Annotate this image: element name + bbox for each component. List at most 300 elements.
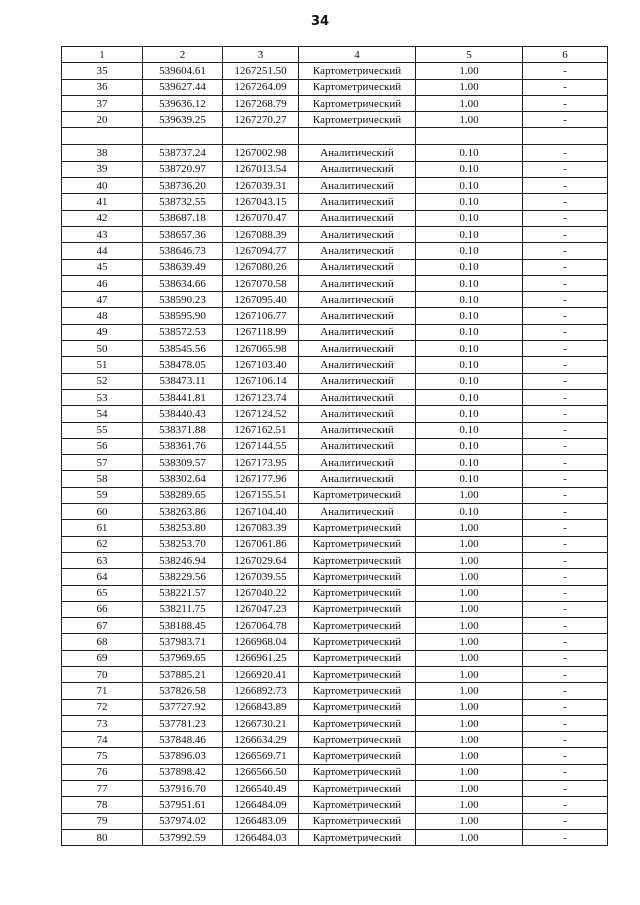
note-cell: -: [523, 406, 608, 422]
method-cell: Аналитический: [299, 178, 416, 194]
accuracy-cell: 1.00: [416, 650, 523, 666]
note-cell: -: [523, 487, 608, 503]
y-coordinate-cell: 1267103.40: [223, 357, 299, 373]
x-coordinate-cell: 538473.11: [143, 373, 223, 389]
method-cell: Картометрический: [299, 569, 416, 585]
x-coordinate-cell: 537974.02: [143, 813, 223, 829]
note-cell: -: [523, 699, 608, 715]
x-coordinate-cell: 539627.44: [143, 79, 223, 95]
point-number-cell: 66: [62, 601, 143, 617]
x-coordinate-cell: 538211.75: [143, 601, 223, 617]
table-row: [62, 699, 608, 715]
y-coordinate-cell: 1266540.49: [223, 781, 299, 797]
x-coordinate-cell: 538253.70: [143, 536, 223, 552]
y-coordinate-cell: 1266634.29: [223, 732, 299, 748]
y-coordinate-cell: 1266730.21: [223, 715, 299, 731]
point-number-cell: 56: [62, 438, 143, 454]
point-number-cell: 20: [62, 112, 143, 128]
method-cell: Аналитический: [299, 194, 416, 210]
method-cell: Картометрический: [299, 618, 416, 634]
method-cell: Картометрический: [299, 732, 416, 748]
point-number-cell: 58: [62, 471, 143, 487]
x-coordinate-cell: 537898.42: [143, 764, 223, 780]
column-header: 2: [143, 47, 223, 63]
x-coordinate-cell: 537781.23: [143, 715, 223, 731]
table-row: [62, 683, 608, 699]
point-number-cell: 40: [62, 178, 143, 194]
y-coordinate-cell: 1267155.51: [223, 487, 299, 503]
note-cell: -: [523, 715, 608, 731]
note-cell: -: [523, 259, 608, 275]
y-coordinate-cell: 1266569.71: [223, 748, 299, 764]
y-coordinate-cell: 1267040.22: [223, 585, 299, 601]
note-cell: -: [523, 471, 608, 487]
y-coordinate-cell: 1266566.50: [223, 764, 299, 780]
note-cell: -: [523, 666, 608, 682]
point-number-cell: 61: [62, 520, 143, 536]
y-coordinate-cell: 1267177.96: [223, 471, 299, 487]
y-coordinate-cell: 1267013.54: [223, 161, 299, 177]
x-coordinate-cell: 538246.94: [143, 552, 223, 568]
x-coordinate-cell: 538221.57: [143, 585, 223, 601]
method-cell: Аналитический: [299, 406, 416, 422]
accuracy-cell: 0.10: [416, 145, 523, 161]
point-number-cell: 53: [62, 389, 143, 405]
method-cell: Картометрический: [299, 536, 416, 552]
x-coordinate-cell: 538639.49: [143, 259, 223, 275]
table-row: [62, 243, 608, 259]
x-coordinate-cell: 538263.86: [143, 504, 223, 520]
accuracy-cell: 0.10: [416, 292, 523, 308]
note-cell: -: [523, 585, 608, 601]
x-coordinate-cell: 538720.97: [143, 161, 223, 177]
accuracy-cell: 1.00: [416, 618, 523, 634]
note-cell: -: [523, 618, 608, 634]
note-cell: -: [523, 357, 608, 373]
x-coordinate-cell: 537916.70: [143, 781, 223, 797]
y-coordinate-cell: 1267264.09: [223, 79, 299, 95]
point-number-cell: 47: [62, 292, 143, 308]
page-number: 34: [310, 14, 330, 29]
accuracy-cell: 0.10: [416, 226, 523, 242]
column-header: 4: [299, 47, 416, 63]
note-cell: -: [523, 601, 608, 617]
x-coordinate-cell: 539639.25: [143, 112, 223, 128]
accuracy-cell: 1.00: [416, 829, 523, 845]
x-coordinate-cell: 537951.61: [143, 797, 223, 813]
x-coordinate-cell: 537848.46: [143, 732, 223, 748]
table-row: [62, 748, 608, 764]
y-coordinate-cell: 1266892.73: [223, 683, 299, 699]
note-cell: -: [523, 552, 608, 568]
method-cell: Аналитический: [299, 471, 416, 487]
x-coordinate-cell: 538545.56: [143, 341, 223, 357]
point-number-cell: 49: [62, 324, 143, 340]
table-row: [62, 634, 608, 650]
y-coordinate-cell: 1267118.99: [223, 324, 299, 340]
method-cell: Картометрический: [299, 666, 416, 682]
x-coordinate-cell: 538646.73: [143, 243, 223, 259]
method-cell: Аналитический: [299, 275, 416, 291]
method-cell: Картометрический: [299, 797, 416, 813]
point-number-cell: 63: [62, 552, 143, 568]
point-number-cell: 36: [62, 79, 143, 95]
table-row: [62, 324, 608, 340]
note-cell: -: [523, 813, 608, 829]
table-row: [62, 715, 608, 731]
method-cell: Аналитический: [299, 292, 416, 308]
accuracy-cell: 0.10: [416, 210, 523, 226]
method-cell: Картометрический: [299, 715, 416, 731]
table-row: [62, 471, 608, 487]
note-cell: -: [523, 194, 608, 210]
x-coordinate-cell: 537983.71: [143, 634, 223, 650]
table-row: [62, 487, 608, 503]
table-row: [62, 732, 608, 748]
method-cell: Аналитический: [299, 161, 416, 177]
note-cell: -: [523, 683, 608, 699]
method-cell: Аналитический: [299, 357, 416, 373]
note-cell: -: [523, 438, 608, 454]
point-number-cell: 80: [62, 829, 143, 845]
x-coordinate-cell: 538595.90: [143, 308, 223, 324]
note-cell: -: [523, 650, 608, 666]
note-cell: -: [523, 781, 608, 797]
accuracy-cell: 0.10: [416, 438, 523, 454]
table-row: [62, 112, 608, 128]
x-coordinate-cell: 538687.18: [143, 210, 223, 226]
table-row: [62, 536, 608, 552]
method-cell: Аналитический: [299, 210, 416, 226]
table-row: [62, 341, 608, 357]
point-number-cell: 78: [62, 797, 143, 813]
point-number-cell: 62: [62, 536, 143, 552]
method-cell: Картометрический: [299, 79, 416, 95]
point-number-cell: 48: [62, 308, 143, 324]
x-coordinate-cell: 538736.20: [143, 178, 223, 194]
accuracy-cell: 0.10: [416, 455, 523, 471]
point-number-cell: 39: [62, 161, 143, 177]
y-coordinate-cell: 1267083.39: [223, 520, 299, 536]
method-cell: Картометрический: [299, 764, 416, 780]
y-coordinate-cell: 1267124.52: [223, 406, 299, 422]
note-cell: -: [523, 748, 608, 764]
note-cell: [523, 128, 608, 145]
x-coordinate-cell: 537969.65: [143, 650, 223, 666]
point-number-cell: 77: [62, 781, 143, 797]
x-coordinate-cell: 538634.66: [143, 275, 223, 291]
x-coordinate-cell: 538478.05: [143, 357, 223, 373]
point-number-cell: 45: [62, 259, 143, 275]
table-row: [62, 389, 608, 405]
accuracy-cell: 1.00: [416, 487, 523, 503]
y-coordinate-cell: 1266484.09: [223, 797, 299, 813]
y-coordinate-cell: 1267251.50: [223, 63, 299, 79]
note-cell: -: [523, 210, 608, 226]
accuracy-cell: 1.00: [416, 634, 523, 650]
point-number-cell: 75: [62, 748, 143, 764]
accuracy-cell: 1.00: [416, 601, 523, 617]
x-coordinate-cell: 538371.88: [143, 422, 223, 438]
note-cell: -: [523, 797, 608, 813]
method-cell: Картометрический: [299, 829, 416, 845]
method-cell: Картометрический: [299, 683, 416, 699]
x-coordinate-cell: 538732.55: [143, 194, 223, 210]
note-cell: -: [523, 389, 608, 405]
table-row: [62, 422, 608, 438]
point-number-cell: 68: [62, 634, 143, 650]
method-cell: Картометрический: [299, 95, 416, 111]
point-number-cell: 52: [62, 373, 143, 389]
accuracy-cell: 0.10: [416, 341, 523, 357]
table-row: [62, 194, 608, 210]
table-row: [62, 813, 608, 829]
y-coordinate-cell: 1267162.51: [223, 422, 299, 438]
point-number-cell: 73: [62, 715, 143, 731]
x-coordinate-cell: 539636.12: [143, 95, 223, 111]
x-coordinate-cell: 539604.61: [143, 63, 223, 79]
x-coordinate-cell: [143, 128, 223, 145]
table-row: [62, 764, 608, 780]
table-body: [62, 63, 608, 846]
note-cell: -: [523, 95, 608, 111]
y-coordinate-cell: 1267039.55: [223, 569, 299, 585]
x-coordinate-cell: 537826.58: [143, 683, 223, 699]
table-row: [62, 666, 608, 682]
note-cell: -: [523, 79, 608, 95]
point-number-cell: 70: [62, 666, 143, 682]
table-row: [62, 128, 608, 145]
x-coordinate-cell: 538253.80: [143, 520, 223, 536]
note-cell: -: [523, 112, 608, 128]
y-coordinate-cell: 1266920.41: [223, 666, 299, 682]
method-cell: Картометрический: [299, 487, 416, 503]
table-row: [62, 650, 608, 666]
column-header: 3: [223, 47, 299, 63]
x-coordinate-cell: 538289.65: [143, 487, 223, 503]
note-cell: -: [523, 829, 608, 845]
note-cell: -: [523, 569, 608, 585]
table-row: [62, 178, 608, 194]
y-coordinate-cell: [223, 128, 299, 145]
x-coordinate-cell: 538572.53: [143, 324, 223, 340]
y-coordinate-cell: 1267088.39: [223, 226, 299, 242]
accuracy-cell: 0.10: [416, 406, 523, 422]
accuracy-cell: 1.00: [416, 63, 523, 79]
y-coordinate-cell: 1267094.77: [223, 243, 299, 259]
y-coordinate-cell: 1266843.89: [223, 699, 299, 715]
point-number-cell: 57: [62, 455, 143, 471]
table-row: [62, 829, 608, 845]
table-row: [62, 569, 608, 585]
method-cell: Аналитический: [299, 504, 416, 520]
point-number-cell: 71: [62, 683, 143, 699]
y-coordinate-cell: 1267064.78: [223, 618, 299, 634]
x-coordinate-cell: 538737.24: [143, 145, 223, 161]
method-cell: Аналитический: [299, 145, 416, 161]
table-row: [62, 79, 608, 95]
point-number-cell: 37: [62, 95, 143, 111]
accuracy-cell: 1.00: [416, 715, 523, 731]
point-number-cell: 59: [62, 487, 143, 503]
accuracy-cell: 0.10: [416, 389, 523, 405]
accuracy-cell: 0.10: [416, 243, 523, 259]
method-cell: Картометрический: [299, 650, 416, 666]
accuracy-cell: 0.10: [416, 373, 523, 389]
point-number-cell: 55: [62, 422, 143, 438]
method-cell: Аналитический: [299, 226, 416, 242]
table-row: [62, 226, 608, 242]
table-row: [62, 781, 608, 797]
table-row: [62, 601, 608, 617]
accuracy-cell: 1.00: [416, 79, 523, 95]
accuracy-cell: 1.00: [416, 112, 523, 128]
point-number-cell: 67: [62, 618, 143, 634]
coordinates-table: [61, 46, 608, 846]
note-cell: -: [523, 324, 608, 340]
y-coordinate-cell: 1267047.23: [223, 601, 299, 617]
accuracy-cell: 1.00: [416, 797, 523, 813]
method-cell: [299, 128, 416, 145]
point-number-cell: 76: [62, 764, 143, 780]
method-cell: Аналитический: [299, 373, 416, 389]
method-cell: Картометрический: [299, 112, 416, 128]
x-coordinate-cell: 538302.64: [143, 471, 223, 487]
accuracy-cell: 1.00: [416, 781, 523, 797]
point-number-cell: 41: [62, 194, 143, 210]
point-number-cell: 65: [62, 585, 143, 601]
accuracy-cell: 1.00: [416, 585, 523, 601]
table-row: [62, 63, 608, 79]
accuracy-cell: 0.10: [416, 504, 523, 520]
method-cell: Картометрический: [299, 748, 416, 764]
method-cell: Картометрический: [299, 634, 416, 650]
note-cell: -: [523, 764, 608, 780]
note-cell: -: [523, 504, 608, 520]
y-coordinate-cell: 1266968.04: [223, 634, 299, 650]
x-coordinate-cell: 537885.21: [143, 666, 223, 682]
note-cell: -: [523, 455, 608, 471]
table-row: [62, 145, 608, 161]
table-row: [62, 406, 608, 422]
note-cell: -: [523, 243, 608, 259]
method-cell: Аналитический: [299, 422, 416, 438]
method-cell: Аналитический: [299, 243, 416, 259]
point-number-cell: [62, 128, 143, 145]
method-cell: Картометрический: [299, 552, 416, 568]
method-cell: Картометрический: [299, 813, 416, 829]
y-coordinate-cell: 1267173.95: [223, 455, 299, 471]
accuracy-cell: 1.00: [416, 569, 523, 585]
method-cell: Аналитический: [299, 259, 416, 275]
point-number-cell: 74: [62, 732, 143, 748]
note-cell: -: [523, 536, 608, 552]
x-coordinate-cell: 538441.81: [143, 389, 223, 405]
accuracy-cell: [416, 128, 523, 145]
table-row: [62, 210, 608, 226]
point-number-cell: 64: [62, 569, 143, 585]
method-cell: Картометрический: [299, 585, 416, 601]
point-number-cell: 50: [62, 341, 143, 357]
accuracy-cell: 0.10: [416, 357, 523, 373]
y-coordinate-cell: 1266484.03: [223, 829, 299, 845]
accuracy-cell: 1.00: [416, 813, 523, 829]
accuracy-cell: 0.10: [416, 194, 523, 210]
note-cell: -: [523, 226, 608, 242]
table-row: [62, 520, 608, 536]
point-number-cell: 44: [62, 243, 143, 259]
note-cell: -: [523, 732, 608, 748]
accuracy-cell: 1.00: [416, 732, 523, 748]
method-cell: Картометрический: [299, 699, 416, 715]
y-coordinate-cell: 1267104.40: [223, 504, 299, 520]
accuracy-cell: 0.10: [416, 178, 523, 194]
table-row: [62, 585, 608, 601]
note-cell: -: [523, 63, 608, 79]
point-number-cell: 72: [62, 699, 143, 715]
y-coordinate-cell: 1267106.14: [223, 373, 299, 389]
accuracy-cell: 1.00: [416, 666, 523, 682]
method-cell: Картометрический: [299, 601, 416, 617]
accuracy-cell: 0.10: [416, 308, 523, 324]
y-coordinate-cell: 1267268.79: [223, 95, 299, 111]
point-number-cell: 69: [62, 650, 143, 666]
point-number-cell: 38: [62, 145, 143, 161]
y-coordinate-cell: 1267106.77: [223, 308, 299, 324]
x-coordinate-cell: 538229.56: [143, 569, 223, 585]
accuracy-cell: 1.00: [416, 95, 523, 111]
method-cell: Аналитический: [299, 455, 416, 471]
table-row: [62, 552, 608, 568]
table-row: [62, 308, 608, 324]
table-row: [62, 161, 608, 177]
note-cell: -: [523, 275, 608, 291]
y-coordinate-cell: 1267095.40: [223, 292, 299, 308]
note-cell: -: [523, 634, 608, 650]
point-number-cell: 42: [62, 210, 143, 226]
note-cell: -: [523, 178, 608, 194]
accuracy-cell: 1.00: [416, 552, 523, 568]
method-cell: Аналитический: [299, 438, 416, 454]
x-coordinate-cell: 537727.92: [143, 699, 223, 715]
method-cell: Картометрический: [299, 520, 416, 536]
accuracy-cell: 0.10: [416, 275, 523, 291]
y-coordinate-cell: 1267002.98: [223, 145, 299, 161]
accuracy-cell: 1.00: [416, 764, 523, 780]
y-coordinate-cell: 1266961.25: [223, 650, 299, 666]
y-coordinate-cell: 1267080.26: [223, 259, 299, 275]
table-row: [62, 292, 608, 308]
accuracy-cell: 0.10: [416, 161, 523, 177]
x-coordinate-cell: 538440.43: [143, 406, 223, 422]
note-cell: -: [523, 373, 608, 389]
method-cell: Картометрический: [299, 63, 416, 79]
table-header-row: [62, 47, 608, 63]
column-header: 6: [523, 47, 608, 63]
point-number-cell: 35: [62, 63, 143, 79]
point-number-cell: 51: [62, 357, 143, 373]
accuracy-cell: 0.10: [416, 471, 523, 487]
table-row: [62, 504, 608, 520]
x-coordinate-cell: 538590.23: [143, 292, 223, 308]
y-coordinate-cell: 1267270.27: [223, 112, 299, 128]
y-coordinate-cell: 1267144.55: [223, 438, 299, 454]
note-cell: -: [523, 422, 608, 438]
table-row: [62, 797, 608, 813]
table-row: [62, 438, 608, 454]
x-coordinate-cell: 538188.45: [143, 618, 223, 634]
x-coordinate-cell: 537896.03: [143, 748, 223, 764]
